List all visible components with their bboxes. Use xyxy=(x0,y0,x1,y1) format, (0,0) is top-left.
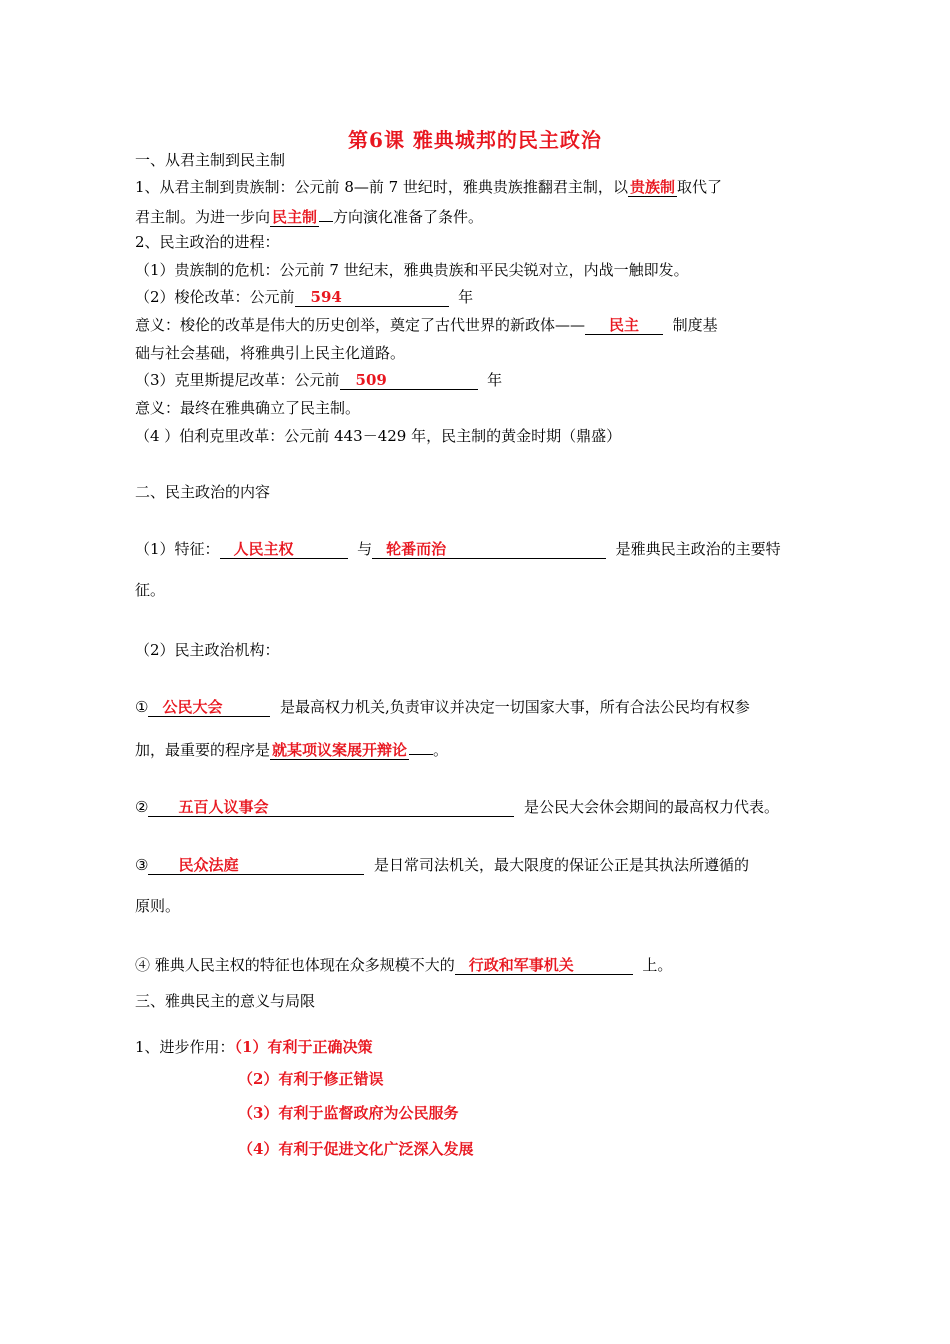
s1-pericles: （4 ）伯利克里改革：公元前 443－429 年，民主制的黄金时期（鼎盛） xyxy=(135,427,622,445)
progress-item: （3）有利于监督政府为公民服务 xyxy=(238,1104,459,1122)
s2-institutions: （2）民主政治机构： xyxy=(135,641,280,659)
s1-para-2: 2、民主政治的进程： xyxy=(135,233,280,251)
answer-democracy-2: 民主 xyxy=(585,316,663,335)
answer-assembly: 公民大会 xyxy=(148,698,270,717)
section-1-heading: 一、从君主制到民主制 xyxy=(135,151,286,169)
page-title: 第6课 雅典城邦的民主政治 xyxy=(348,128,602,152)
answer-organs: 行政和军事机关 xyxy=(455,956,633,975)
answer-cleisthenes-year: 509 xyxy=(340,371,478,390)
s2-assembly: ① 公民大会 是最高权力机关,负责审议并决定一切国家大事，所有合法公民均有权参 xyxy=(135,698,750,716)
answer-rotation: 轮番而治 xyxy=(372,540,606,559)
s1-cleisthenes-meaning: 意义：最终在雅典确立了民主制。 xyxy=(135,399,361,417)
answer-court: 民众法庭 xyxy=(148,856,364,875)
s2-assembly-cont: 加，最重要的程序是 就某项议案展开辩论 。 xyxy=(135,738,820,760)
s1-solon-meaning: 意义：梭伦的改革是伟大的历史创举，奠定了古代世界的新政体—— 民主 制度基 xyxy=(135,316,718,334)
progress-item: （1）有利于正确决策 xyxy=(234,1038,373,1056)
s1-para-1-cont: 君主制。为进一步向 民主制 方向演化准备了条件。 xyxy=(135,205,820,227)
answer-aristocracy: 贵族制 xyxy=(629,178,675,196)
s3-progress: 1、进步作用：（1）有利于正确决策 xyxy=(135,1038,373,1056)
s1-para-2-1: （1）贵族制的危机：公元前 7 世纪末，雅典贵族和平民尖锐对立，内战一触即发。 xyxy=(135,261,689,279)
s1-solon-meaning-cont: 础与社会基础，将雅典引上民主化道路。 xyxy=(135,344,406,362)
progress-item: （2）有利于修正错误 xyxy=(238,1070,384,1088)
s1-solon: （2）梭伦改革：公元前 594 年 xyxy=(135,288,474,306)
answer-democracy: 民主制 xyxy=(272,208,318,226)
section-2-heading: 二、民主政治的内容 xyxy=(135,483,271,501)
s2-organs: ④ 雅典人民主权的特征也体现在众多规模不大的 行政和军事机关 上。 xyxy=(135,956,673,974)
s2-court: ③ 民众法庭 是日常司法机关，最大限度的保证公正是其执法所遵循的 xyxy=(135,856,750,874)
answer-debate: 就某项议案展开辩论 xyxy=(272,741,408,759)
answer-popular-sovereignty: 人民主权 xyxy=(220,540,348,559)
s1-para-1: 1、从君主制到贵族制：公元前 8—前 7 世纪时，雅典贵族推翻君主制，以 贵族制 取代了 xyxy=(135,178,722,196)
s2-features-cont: 征。 xyxy=(135,581,166,599)
s2-court-cont: 原则。 xyxy=(135,897,181,915)
s1-cleisthenes: （3）克里斯提尼改革：公元前 509 年 xyxy=(135,371,503,389)
s2-council: ② 五百人议事会 是公民大会休会期间的最高权力代表。 xyxy=(135,798,780,816)
section-3-heading: 三、雅典民主的意义与局限 xyxy=(135,992,316,1010)
s2-features: （1）特征： 人民主权 与 轮番而治 是雅典民主政治的主要特 xyxy=(135,540,781,558)
answer-solon-year: 594 xyxy=(295,288,449,307)
answer-council: 五百人议事会 xyxy=(148,798,514,817)
progress-item: （4）有利于促进文化广泛深入发展 xyxy=(238,1140,474,1158)
